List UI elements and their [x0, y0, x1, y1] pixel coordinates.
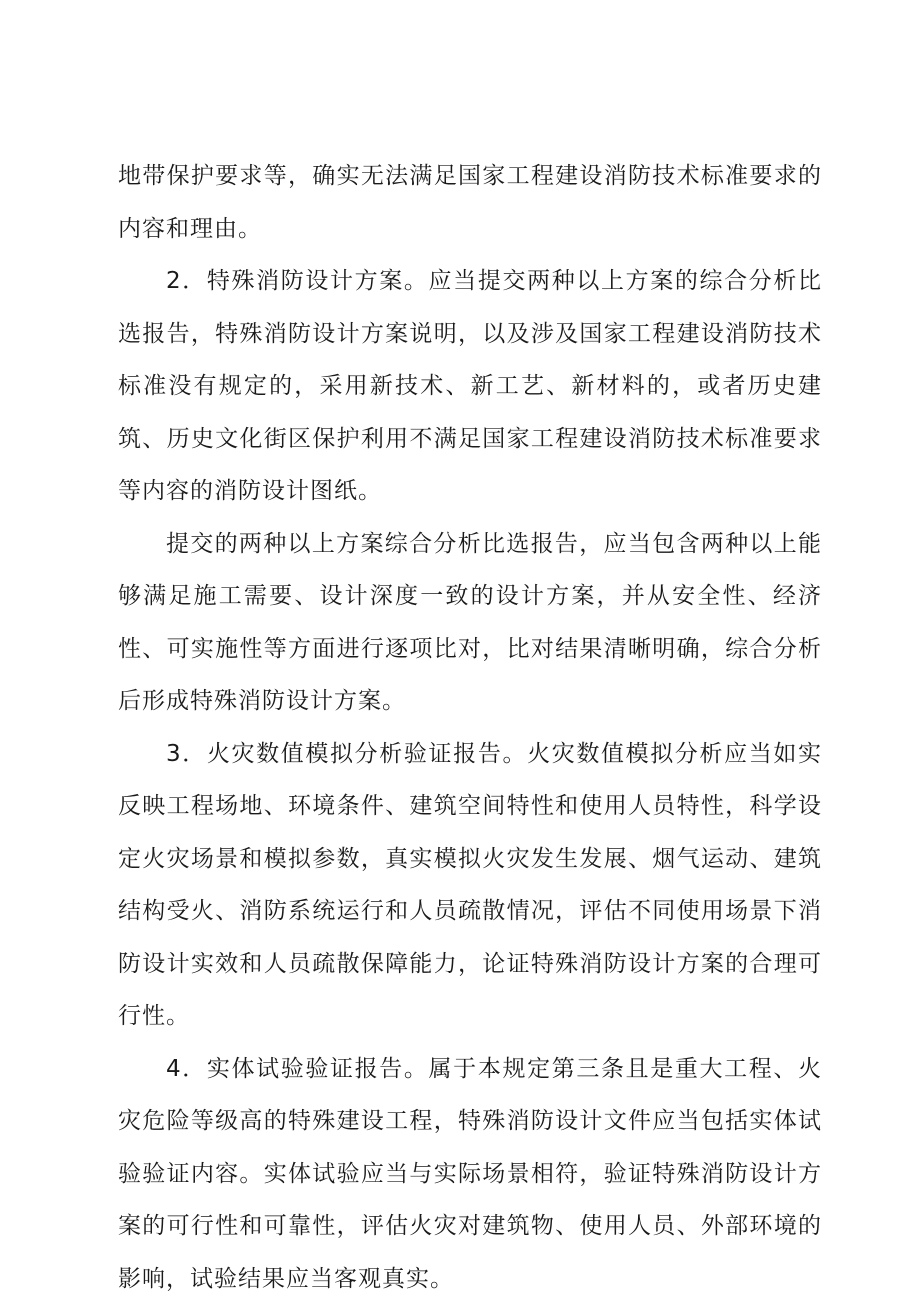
paragraph-comparison-report: 提交的两种以上方案综合分析比选报告，应当包含两种以上能够满足施工需要、设计深度一致的设计方案，并从安全性、经济性、可实施性等方面进行逐项比对，比对结果清晰明确，综合分析后形成特殊消防设计方案。 — [118, 518, 822, 728]
paragraph-item-2-special-fire-design-plan: 2．特殊消防设计方案。应当提交两种以上方案的综合分析比选报告，特殊消防设计方案说明，以及涉及国家工程建设消防技术标准没有规定的，采用新技术、新工艺、新材料的，或者历史建筑、历史文化街区保护利用不满足国家工程建设消防技术标准要求等内容的消防设计图纸。 — [118, 255, 822, 518]
paragraph-item-4-physical-test-report: 4．实体试验验证报告。属于本规定第三条且是重大工程、火灾危险等级高的特殊建设工程，特殊消防设计文件应当包括实体试验验证内容。实体试验应当与实际场景相符，验证特殊消防设计方案的可行性和可靠性，评估火灾对建筑物、使用人员、外部环境的影响，试验结果应当客观真实。 — [118, 1043, 822, 1305]
document-body — [118, 150, 822, 1305]
paragraph-continuation: 地带保护要求等，确实无法满足国家工程建设消防技术标准要求的内容和理由。 — [118, 150, 822, 255]
paragraph-item-3-fire-simulation-report: 3．火灾数值模拟分析验证报告。火灾数值模拟分析应当如实反映工程场地、环境条件、建筑空间特性和使用人员特性，科学设定火灾场景和模拟参数，真实模拟火灾发生发展、烟气运动、建筑结构受火、消防系统运行和人员疏散情况，评估不同使用场景下消防设计实效和人员疏散保障能力，论证特殊消防设计方案的合理可行性。 — [118, 728, 822, 1043]
